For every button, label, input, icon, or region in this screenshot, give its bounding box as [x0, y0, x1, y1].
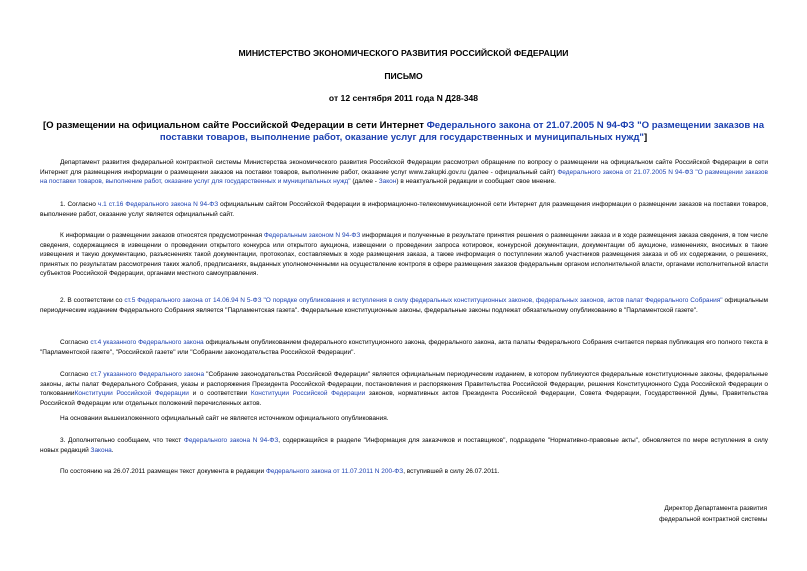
paragraph-intro — [40, 158, 768, 187]
paragraph-collection — [40, 370, 768, 408]
paragraph-text: ) в неактуальной редакции и сообщает свое мнение. — [396, 178, 556, 185]
signature-block — [587, 503, 767, 525]
article-16-link[interactable]: ч.1 ст.16 Федерального закона N 94-ФЗ — [97, 201, 219, 208]
paragraph-text: , вступившей в силу 26.07.2011. — [403, 468, 500, 475]
paragraph-text: официальным опубликованием федерального конституционного закона, федерального закона, акта палаты Федерального Собрания считается первая публикация его полного текста в "Парламентской газете", "Российской газете" или "Собрании законодательства Российской Федерации". — [40, 339, 768, 356]
paragraph-text: . — [111, 446, 114, 454]
law-200fz-link[interactable]: Федерального закона от 11.07.2011 N 200-ФЗ — [265, 468, 404, 475]
paragraph-text: Согласно — [60, 371, 91, 378]
law-94fz-link[interactable]: Федерального закона от 21.07.2005 N 94-ФЗ "О размещении заказов на поставки товаров, выполнение работ, оказание услуг для государственных и муниципальных нужд" — [40, 168, 768, 185]
document-subject — [40, 120, 767, 144]
signature-line: федеральной контрактной системы — [659, 516, 767, 523]
paragraph-text: официальным сайтом Российской Федерации в информационно-телекоммуникационной сети Интернет для размещения информации о размещении заказов на поставки товаров, выполнение работ, оказание услуг является официальный сайт. — [40, 201, 769, 218]
paragraph-text: информация и полученные в результате принятия решения о размещении заказа и в ходе размещения заказа сведения, в том числе сведения, содержащиеся в извещении о проведении открытого конкурса или открытого аукциона, извещении о проведении запроса котировок, конкурсной документации, документации об аукционе, изменениях, вносимых в такие извещения и такую документацию, разъяснениях такой документации, протоколах, составляемых в ходе размещения заказа, а также информация о поступлении жалоб участников размещения заказа и об их содержании, о решениях, принятых по результатам рассмотрения таких жалоб, предписаниях, выданных уполномоченными на осуществление контроля в сфере размещения заказов федеральным органом исполнительной власти, органами исполнительной власти субъектов Российской Федерации, органами местного самоуправления. — [40, 232, 769, 277]
ministry-heading: МИНИСТЕРСТВО ЭКОНОМИЧЕСКОГО РАЗВИТИЯ РОССИЙСКОЙ ФЕДЕРАЦИИ — [238, 48, 569, 58]
law-short-link[interactable]: Закона — [90, 446, 112, 454]
paragraph-text: По состоянию на 26.07.2011 размещен текст документа в редакции — [60, 468, 266, 475]
paragraph-text: (далее - — [350, 178, 379, 185]
paragraph-text: Согласно — [60, 339, 91, 346]
subject-law-link[interactable]: Федерального закона от 21.07.2005 N 94-ФЗ "О размещении заказов на поставки товаров, выполнение работ, оказание услуг для государственных и муниципальных нужд" — [159, 120, 765, 143]
subject-open: [О размещении на официальном сайте Российской Федерации в сети Интернет — [42, 120, 427, 131]
law-short-link[interactable]: Закон — [378, 178, 397, 185]
paragraph-3 — [40, 436, 768, 455]
paragraph-text: К информации о размещении заказов относятся предусмотренная — [60, 232, 264, 239]
subject-close: ] — [643, 132, 648, 143]
constitution-link[interactable]: Конституции Российской Федерации — [250, 390, 366, 397]
constitution-link[interactable]: Конституции Российской Федерации — [74, 390, 189, 397]
paragraph-text: 1. Согласно — [60, 201, 98, 208]
law-94fz-link[interactable]: Федеральным законом N 94-ФЗ — [263, 232, 361, 239]
paragraph-text: 2. В соответствии со — [60, 297, 125, 304]
paragraph-status — [40, 467, 768, 477]
paragraph-orders-info — [40, 231, 768, 279]
document-type: ПИСЬМО — [384, 71, 423, 81]
paragraph-1 — [40, 200, 768, 219]
paragraph-text: законов, нормативных актов Президента Российской Федерации, Совета Федерации, Государственной Думы, Правительства Российской Федерации или отдельных положений перечисленных актов. — [40, 390, 769, 407]
paragraph-text: Департамент развития федеральной контрактной системы Министерства экономического развития Российской Федерации рассмотрел обращение по вопросу о размещении на официальном сайте Российской Федерации в сети Интернет для размещения информации о размещении заказов на поставки товаров, выполнение работ, оказание услуг www.zakupki.gov.ru (далее - официальный сайт) — [40, 159, 768, 176]
law-94fz-link[interactable]: Федерального закона N 94-ФЗ — [183, 437, 279, 444]
paragraph-text: , содержащийся в разделе "Информация для заказчиков и поставщиков", подразделе "Нормативно-правовые акты", обновляется по мере вступления в силу новых редакций — [40, 437, 768, 454]
article-7-link[interactable]: ст.7 указанного Федерального закона — [90, 371, 205, 378]
paragraph-conclusion — [40, 414, 768, 424]
paragraph-text: На основании вышеизложенного официальный сайт не является источником официального опубликования. — [60, 415, 389, 422]
law-5fz-link[interactable]: ст.5 Федерального закона от 14.06.94 N 5-ФЗ "О порядке опубликования и вступления в силу федеральных конституционных законов, федеральных законов, актов палат Федерального Собрания" — [124, 297, 723, 304]
paragraph-text: и о соответствии — [188, 390, 251, 397]
paragraph-text: 3. Дополнительно сообщаем, что текст — [60, 437, 184, 444]
paragraph-2 — [40, 296, 768, 315]
signature-line: Директор Департамента развития — [664, 505, 767, 512]
paragraph-text: "Собрание законодательства Российской Федерации" является официальным периодическим изданием, в котором публикуются федеральные конституционные законы, федеральные законы, акты палат Федерального Собрания, указы и распоряжения Президента Российской Федерации, постановления и распоряжения Правительства Российской Федерации, решения Конституционного Суда Российской Федерации о толковании — [40, 371, 768, 397]
paragraph-publication — [40, 338, 768, 357]
article-4-link[interactable]: ст.4 указанного Федерального закона — [90, 339, 204, 346]
paragraph-text: официальным периодическим изданием Федерального Собрания является "Парламентская газета". Федеральные конституционные законы, федеральные законы подлежат обязательному опубликованию в "Парламентской газете". — [40, 297, 769, 314]
document-date-number: от 12 сентября 2011 года N Д28-348 — [328, 93, 479, 103]
